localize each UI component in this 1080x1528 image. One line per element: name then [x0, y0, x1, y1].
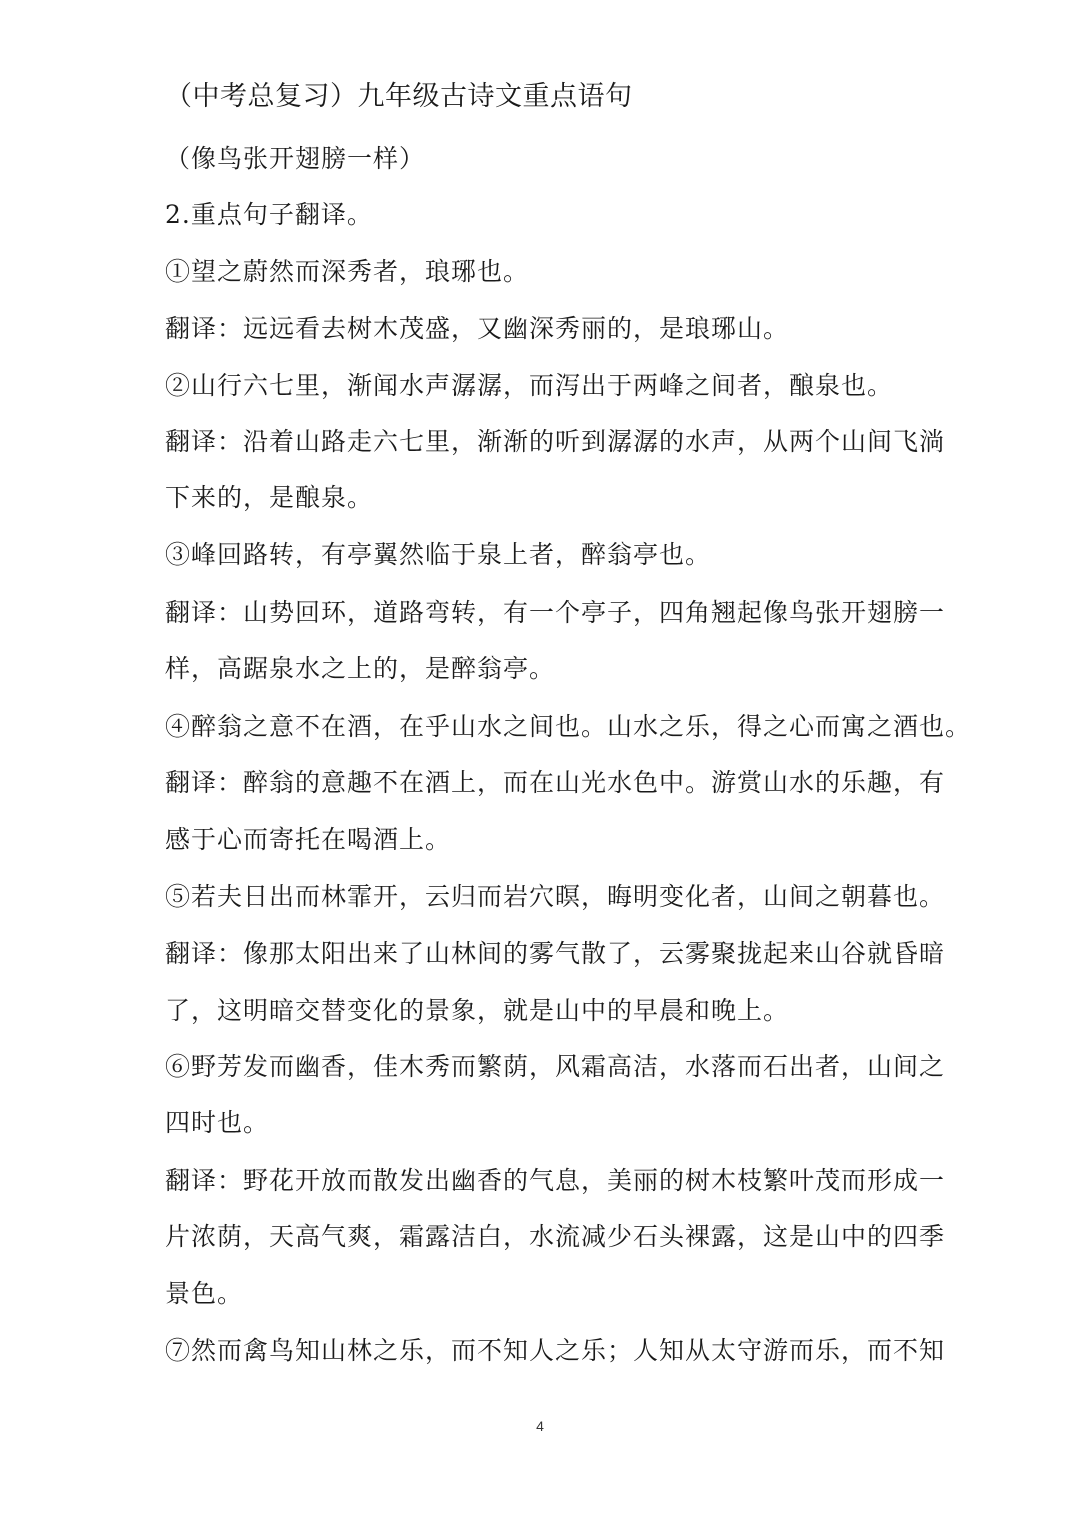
translation-line: 翻译：像那太阳出来了山林间的雾气散了，云雾聚拢起来山谷就昏暗 [165, 939, 946, 968]
source-sentence: ⑦然而禽鸟知山林之乐，而不知人之乐；人知从太守游而乐，而不知 [165, 1336, 946, 1365]
translation-line: 了，这明暗交替变化的景象，就是山中的早晨和晚上。 [165, 996, 790, 1025]
document-title: （中考总复习）九年级古诗文重点语句 [165, 81, 633, 112]
translation-line: 翻译：醉翁的意趣不在酒上，而在山光水色中。游赏山水的乐趣，有 [165, 768, 946, 797]
section-heading: 2.重点句子翻译。 [165, 200, 373, 229]
translation-line: 翻译：沿着山路走六七里，渐渐的听到潺潺的水声，从两个山间飞淌 [165, 427, 946, 456]
translation-line: 下来的，是酿泉。 [165, 483, 374, 512]
source-sentence: ②山行六七里，渐闻水声潺潺，而泻出于两峰之间者，酿泉也。 [165, 371, 894, 400]
translation-line: 翻译：远远看去树木茂盛，又幽深秀丽的，是琅琊山。 [165, 314, 790, 343]
source-sentence: ⑤若夫日出而林霏开，云归而岩穴暝，晦明变化者，山间之朝暮也。 [165, 882, 946, 911]
translation-line: 翻译：山势回环，道路弯转，有一个亭子，四角翘起像鸟张开翅膀一 [165, 598, 946, 627]
translation-line: 感于心而寄托在喝酒上。 [165, 825, 452, 854]
source-sentence: ⑥野芳发而幽香，佳木秀而繁荫，风霜高洁，水落而石出者，山间之 [165, 1052, 946, 1081]
source-sentence: ①望之蔚然而深秀者，琅琊也。 [165, 257, 530, 286]
translation-line: 景色。 [165, 1279, 244, 1308]
source-sentence: 四时也。 [165, 1108, 270, 1137]
source-sentence: ③峰回路转，有亭翼然临于泉上者，醉翁亭也。 [165, 540, 712, 569]
page-number: 4 [536, 1418, 544, 1434]
source-sentence: ④醉翁之意不在酒，在乎山水之间也。山水之乐，得之心而寓之酒也。 [165, 712, 972, 741]
translation-line: 样，高踞泉水之上的，是醉翁亭。 [165, 654, 556, 683]
text-line: （像鸟张开翅膀一样） [165, 144, 426, 173]
translation-line: 片浓荫，天高气爽，霜露洁白，水流减少石头裸露，这是山中的四季 [165, 1222, 946, 1251]
translation-line: 翻译：野花开放而散发出幽香的气息，美丽的树木枝繁叶茂而形成一 [165, 1166, 946, 1195]
